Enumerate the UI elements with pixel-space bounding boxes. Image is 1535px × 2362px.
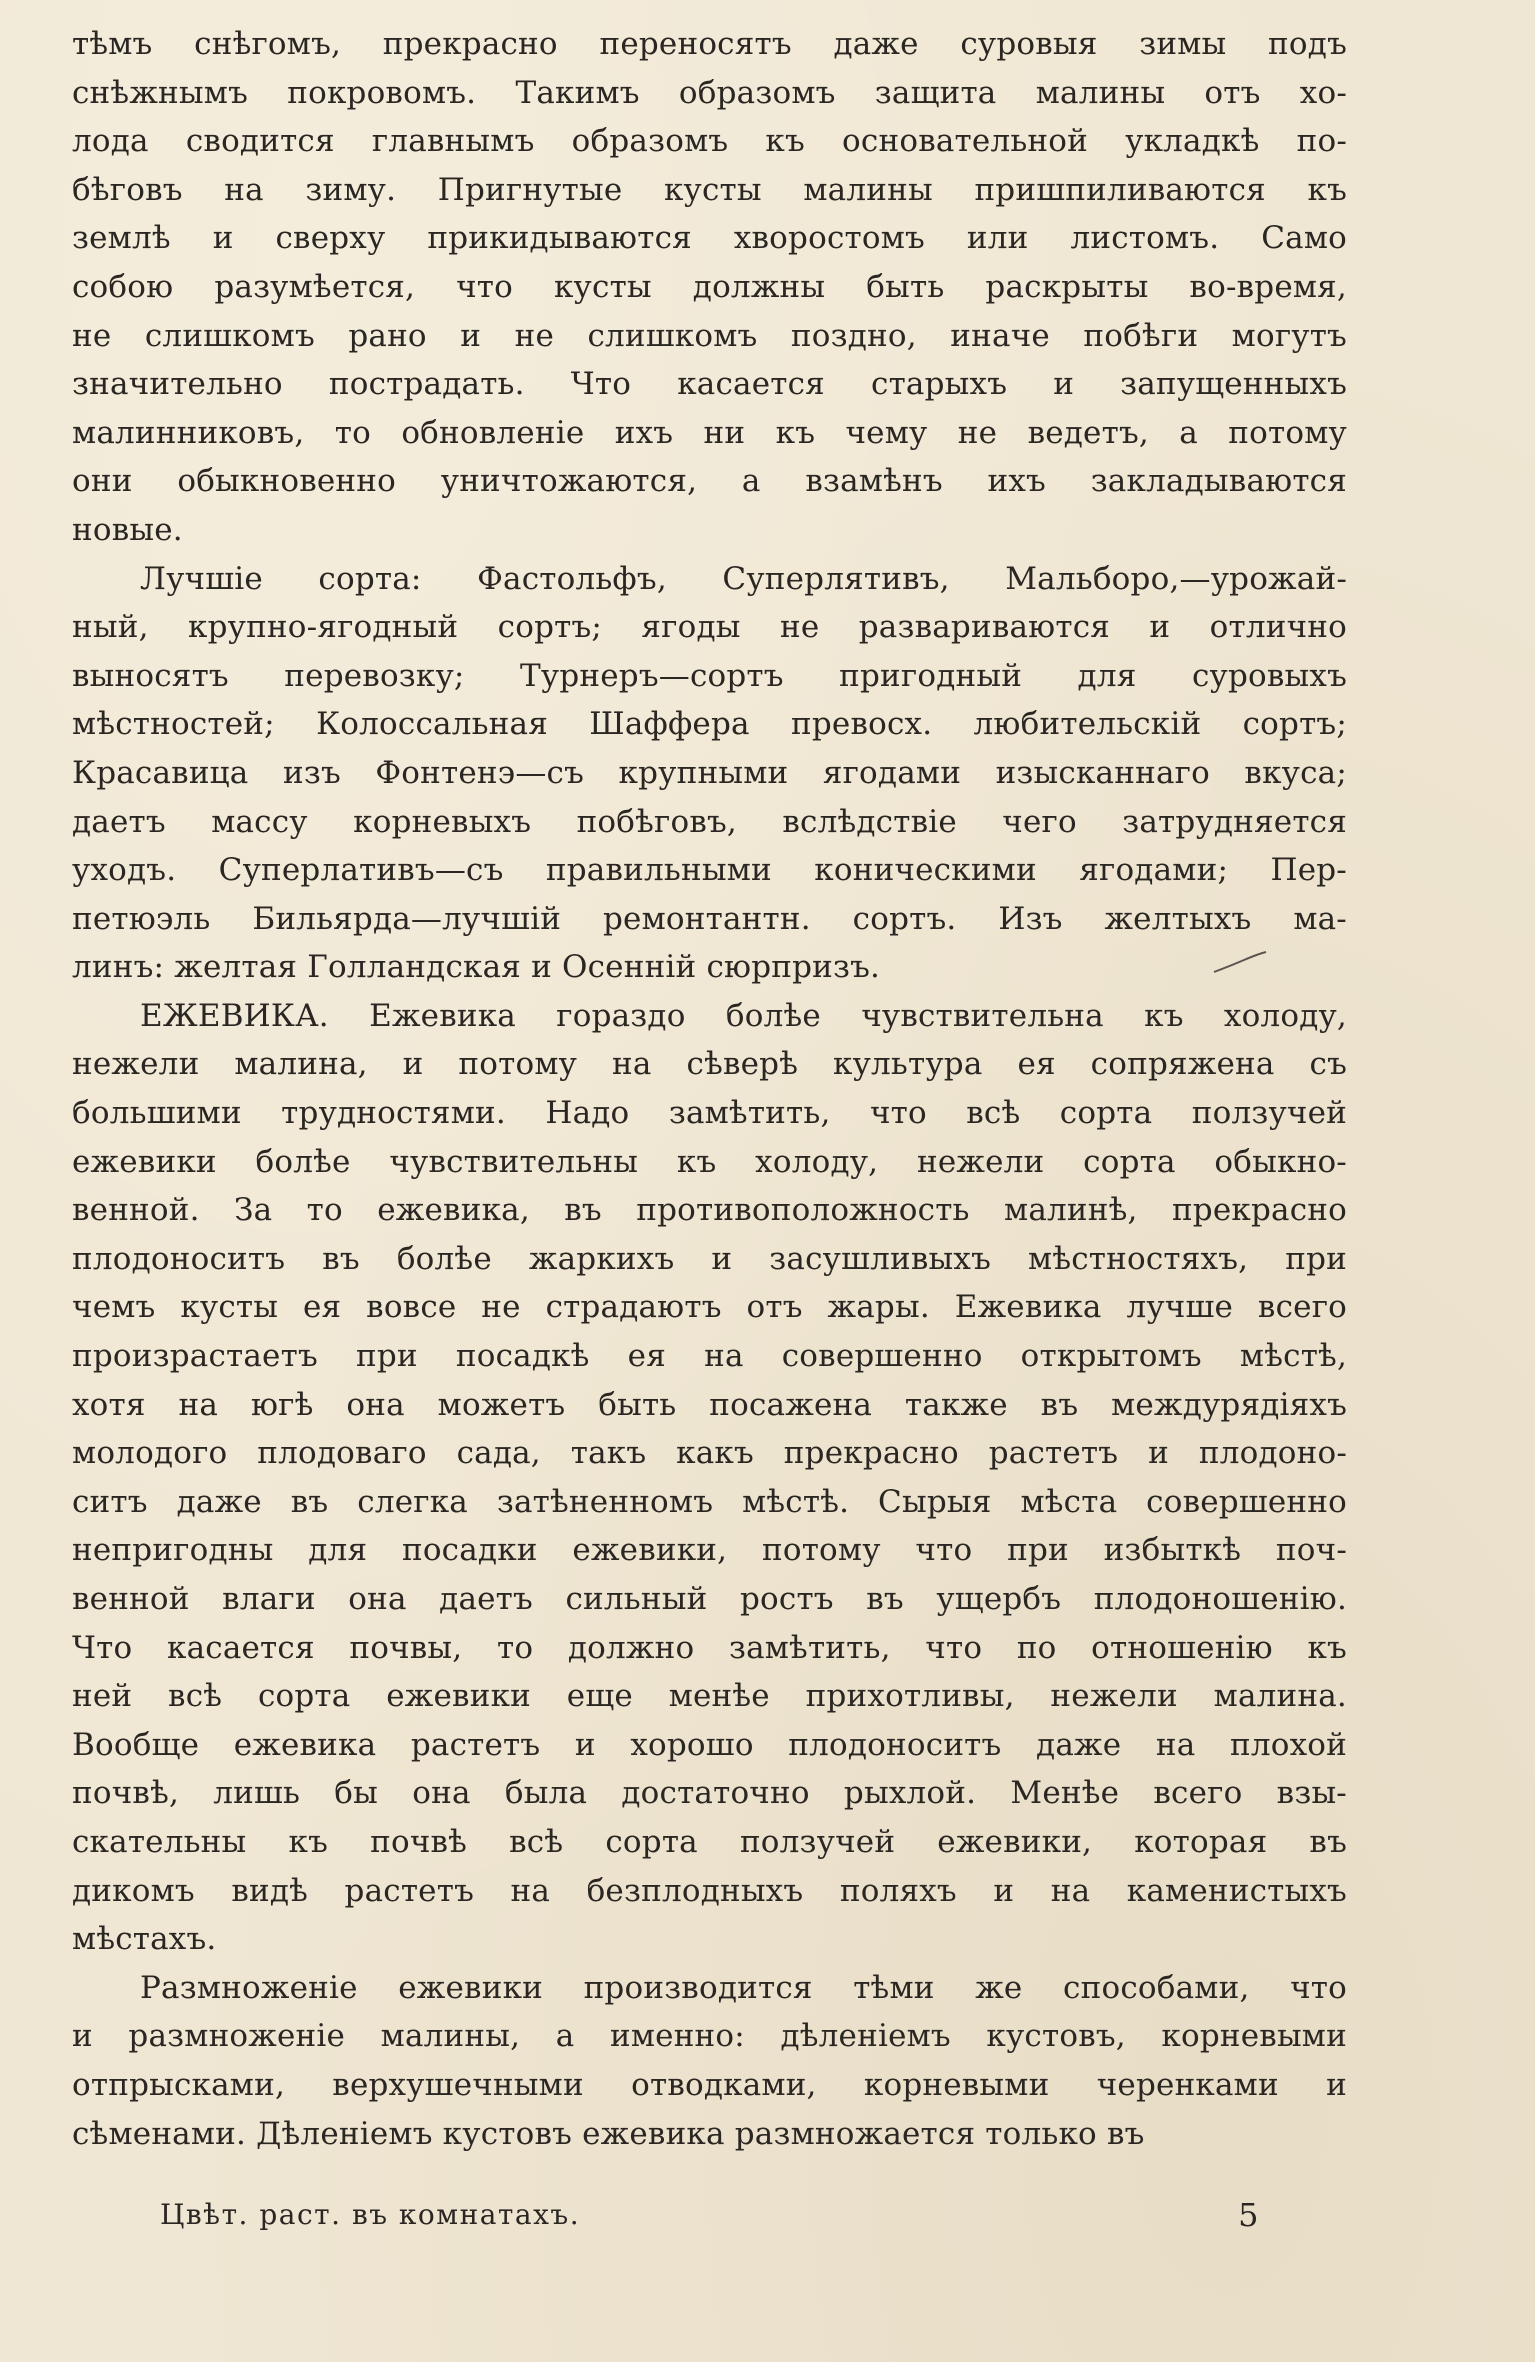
text-line: петюэль Бильярда—лучшій ремонтантн. сортъ. Изъ желтыхъ ма- xyxy=(72,900,1347,937)
text-line: уходъ. Суперлативъ—съ правильными коническими ягодами; Пер- xyxy=(72,852,1347,889)
text-line: значительно пострадать. Что касается старыхъ и запущенныхъ xyxy=(72,366,1347,403)
text-line: хотя на югѣ она можетъ быть посажена также въ междурядіяхъ xyxy=(72,1386,1347,1423)
paragraph xyxy=(72,20,1347,555)
pencil-check-mark xyxy=(1210,948,1270,978)
text-line: скательны къ почвѣ всѣ сорта ползучей ежевики, которая въ xyxy=(72,1823,1347,1860)
text-line: тѣмъ снѣгомъ, прекрасно переносятъ даже суровыя зимы подъ xyxy=(72,26,1347,62)
paragraph xyxy=(72,992,1347,1964)
text-line: молодого плодоваго сада, такъ какъ прекрасно растетъ и плодоно- xyxy=(72,1435,1347,1472)
text-line: собою разумѣется, что кусты должны быть раскрыты во-время, xyxy=(72,268,1347,305)
text-line: мѣстностей; Колоссальная Шаффера превосх. любительскій сортъ; xyxy=(72,706,1347,743)
text-line: Размноженіе ежевики производится тѣми же способами, что xyxy=(140,1969,1347,2006)
text-line: бѣговъ на зиму. Пригнутые кусты малины пришпиливаются къ xyxy=(72,171,1347,208)
text-line: линъ: желтая Голландская и Осенній сюрпризъ. xyxy=(72,949,881,986)
text-line: новые. xyxy=(72,511,183,548)
text-line: венной. За то ежевика, въ противоположность малинѣ, прекрасно xyxy=(72,1192,1347,1229)
text-line: даетъ массу корневыхъ побѣговъ, вслѣдствіе чего затрудняется xyxy=(72,803,1347,840)
text-line: Красавица изъ Фонтенэ—съ крупными ягодами изысканнаго вкуса; xyxy=(72,754,1347,791)
text-line: дикомъ видѣ растетъ на безплодныхъ поляхъ и на каменистыхъ xyxy=(72,1872,1347,1909)
text-line: они обыкновенно уничтожаются, а взамѣнъ ихъ закладываются xyxy=(72,463,1347,500)
text-line: отпрысками, верхушечными отводками, корневыми черенками и xyxy=(72,2066,1347,2103)
paragraph xyxy=(72,1964,1347,2158)
text-line: Что касается почвы, то должно замѣтить, что по отношенію къ xyxy=(72,1629,1347,1666)
text-line: ежевики болѣе чувствительны къ холоду, нежели сорта обыкно- xyxy=(72,1143,1347,1180)
text-line: венной влаги она даетъ сильный ростъ въ ущербъ плодоношенію. xyxy=(72,1581,1347,1617)
text-line: ный, крупно-ягодный сортъ; ягоды не развариваются и отлично xyxy=(72,609,1347,646)
text-line: ней всѣ сорта ежевики еще менѣе прихотливы, нежели малина. xyxy=(72,1678,1347,1715)
text-line: почвѣ, лишь бы она была достаточно рыхлой. Менѣе всего взы- xyxy=(72,1775,1347,1812)
text-line: произрастаетъ при посадкѣ ея на совершенно открытомъ мѣстѣ, xyxy=(72,1338,1347,1375)
text-line: Вообще ежевика растетъ и хорошо плодоноситъ даже на плохой xyxy=(72,1726,1347,1763)
text-line: ЕЖЕВИКА. Ежевика гораздо болѣе чувствительна къ холоду, xyxy=(140,997,1347,1034)
text-line: Лучшіе сорта: Фастольфъ, Суперлятивъ, Мальборо,—урожай- xyxy=(140,560,1347,597)
page-body-text xyxy=(72,20,1347,2158)
text-line: нежели малина, и потому на сѣверѣ культура ея сопряжена съ xyxy=(72,1046,1347,1083)
text-line: чемъ кусты ея вовсе не страдаютъ отъ жары. Ежевика лучше всего xyxy=(72,1289,1347,1326)
text-line: землѣ и сверху прикидываются хворостомъ или листомъ. Само xyxy=(72,220,1347,257)
text-line: мѣстахъ. xyxy=(72,1921,217,1958)
page-footer xyxy=(160,2190,1260,2240)
text-line: сѣменами. Дѣленіемъ кустовъ ежевика размножается только въ xyxy=(72,2115,1145,2152)
paragraph xyxy=(72,555,1347,992)
text-line: малинниковъ, то обновленіе ихъ ни къ чему не ведетъ, а потому xyxy=(72,414,1347,451)
text-line: не слишкомъ рано и не слишкомъ поздно, иначе побѣги могутъ xyxy=(72,317,1347,354)
page-number: 5 xyxy=(1238,2196,1260,2234)
text-line: снѣжнымъ покровомъ. Такимъ образомъ защита малины отъ хо- xyxy=(72,74,1347,111)
text-line: и размноженіе малины, а именно: дѣленіемъ кустовъ, корневыми xyxy=(72,2018,1347,2055)
text-line: выносятъ перевозку; Турнеръ—сортъ пригодный для суровыхъ xyxy=(72,657,1347,694)
text-line: большими трудностями. Надо замѣтить, что всѣ сорта ползучей xyxy=(72,1095,1347,1132)
text-line: лода сводится главнымъ образомъ къ основательной укладкѣ по- xyxy=(72,123,1347,160)
running-footer-title: Цвѣт. раст. въ комнатахъ. xyxy=(160,2198,581,2231)
text-line: непригодны для посадки ежевики, потому что при избыткѣ поч- xyxy=(72,1532,1347,1569)
text-line: плодоноситъ въ болѣе жаркихъ и засушливыхъ мѣстностяхъ, при xyxy=(72,1240,1347,1277)
text-line: ситъ даже въ слегка затѣненномъ мѣстѣ. Сырыя мѣста совершенно xyxy=(72,1483,1347,1520)
